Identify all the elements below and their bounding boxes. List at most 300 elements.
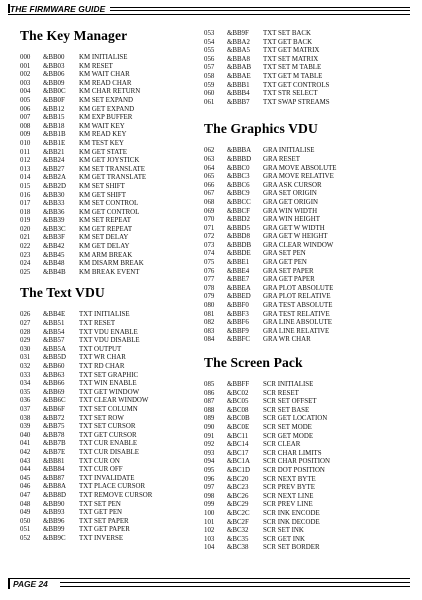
entry-address: &BB00	[43, 54, 65, 61]
table-row	[20, 140, 196, 149]
entry-name: TXT GET WINDOW	[79, 388, 140, 396]
entry-number: 062	[204, 147, 215, 155]
entry-name: TXT GET PAPER	[79, 526, 130, 534]
entry-name: KM SET TRANSLATE	[79, 165, 145, 173]
section-title: The Text VDU	[20, 285, 105, 301]
entry-name: KM GET SHIFT	[79, 191, 126, 199]
footer-rule	[60, 582, 410, 583]
section-key-manager	[20, 28, 196, 277]
entry-address: &BB1B	[43, 131, 66, 139]
entry-number: 073	[204, 241, 215, 249]
entry-number: 012	[20, 157, 31, 165]
entry-name: SCR CHAR LIMITS	[263, 449, 322, 457]
entry-address: &BBC3	[227, 173, 250, 181]
table-row	[204, 199, 404, 208]
entry-address: &BC26	[227, 492, 249, 500]
entry-address: &BC20	[227, 475, 249, 483]
table-row	[204, 424, 404, 433]
entry-number: 039	[20, 423, 31, 431]
entry-number: 046	[20, 483, 31, 491]
entry-address: &BBC6	[227, 181, 250, 189]
entry-number: 022	[20, 243, 31, 251]
entry-number: 009	[20, 131, 31, 139]
entry-number: 003	[20, 79, 31, 87]
table-row	[20, 423, 196, 432]
entry-name: TXT SET GRAPHIC	[79, 371, 139, 379]
table-row	[20, 329, 196, 338]
entry-address: &BB75	[43, 423, 65, 431]
table-row	[204, 450, 404, 459]
entry-name: GRA GET PAPER	[263, 276, 315, 284]
entry-name: GRA INITIALISE	[263, 147, 315, 155]
entry-address: &BB21	[43, 148, 65, 156]
entry-address: &BB39	[43, 217, 65, 225]
table-row	[20, 217, 196, 226]
entry-number: 049	[20, 509, 31, 517]
footer-rule	[8, 578, 410, 579]
entry-address: &BB12	[43, 105, 65, 113]
entry-address: &BB0C	[43, 88, 66, 96]
entry-address: &BC08	[227, 406, 249, 414]
entry-address: &BBD8	[227, 233, 250, 241]
entry-name: TXT GET CURSOR	[79, 431, 137, 439]
entry-number: 044	[20, 466, 31, 474]
entry-name: SCR NEXT LINE	[263, 492, 314, 500]
entry-number: 024	[20, 260, 31, 268]
entry-number: 095	[204, 466, 215, 474]
entry-number: 011	[20, 148, 31, 156]
entry-name: GRA WIN HEIGHT	[263, 216, 320, 224]
entry-name: KM DISARM BREAK	[79, 260, 144, 268]
entry-number: 025	[20, 268, 31, 276]
entry-address: &BBCC	[227, 198, 251, 206]
table-row	[20, 260, 196, 269]
table-row	[20, 174, 196, 183]
guide-title: THE FIRMWARE GUIDE	[10, 4, 106, 14]
table-row	[204, 415, 404, 424]
table-row	[20, 252, 196, 261]
entry-address: &BB9F	[227, 30, 249, 37]
entry-address: &BB7B	[43, 440, 66, 448]
entry-number: 051	[20, 526, 31, 534]
entry-number: 010	[20, 139, 31, 147]
table-row	[20, 526, 196, 535]
entry-address: &BB0F	[43, 96, 65, 104]
entry-number: 071	[204, 224, 215, 232]
entry-name: TXT INITIALISE	[79, 311, 130, 319]
entry-name: GRA GET W HEIGHT	[263, 233, 328, 241]
entry-name: GRA MOVE RELATIVE	[263, 173, 334, 181]
table-row	[204, 56, 404, 65]
table-row	[204, 293, 404, 302]
entry-number: 094	[204, 458, 215, 466]
entry-number: 045	[20, 474, 31, 482]
entry-address: &BB6F	[43, 405, 65, 413]
entry-address: &BC32	[227, 527, 249, 535]
entry-number: 092	[204, 441, 215, 449]
table-row	[20, 363, 196, 372]
entry-name: GRA SET PEN	[263, 250, 306, 258]
table-row	[204, 390, 404, 399]
entry-number: 074	[204, 250, 215, 258]
entry-name: GRA RESET	[263, 155, 300, 163]
table-row	[20, 183, 196, 192]
entry-address: &BB9C	[43, 534, 66, 542]
footer-rule	[60, 586, 410, 587]
entry-number: 016	[20, 191, 31, 199]
table-row	[204, 259, 404, 268]
entry-number: 018	[20, 208, 31, 216]
entry-name: KM SET DELAY	[79, 234, 129, 242]
entry-name: GRA WR CHAR	[263, 336, 311, 344]
entry-list	[204, 30, 404, 107]
entry-address: &BB8A	[43, 483, 66, 491]
section-text-vdu-continued	[204, 30, 404, 107]
table-row	[204, 319, 404, 328]
entry-number: 029	[20, 337, 31, 345]
entry-address: &BBA5	[227, 47, 250, 55]
entry-address: &BB66	[43, 380, 65, 388]
entry-address: &BB57	[43, 337, 65, 345]
entry-address: &BC17	[227, 449, 249, 457]
entry-address: &BB69	[43, 388, 65, 396]
entry-address: &BB1E	[43, 139, 66, 147]
entry-number: 089	[204, 415, 215, 423]
entry-name: TXT GET CONTROLS	[263, 81, 330, 89]
table-row	[20, 311, 196, 320]
entry-name: TXT PLACE CURSOR	[79, 483, 146, 491]
entry-number: 066	[204, 181, 215, 189]
table-row	[20, 535, 196, 544]
entry-list	[20, 54, 196, 277]
table-row	[20, 149, 196, 158]
table-row	[204, 544, 404, 553]
entry-address: &BB30	[43, 191, 65, 199]
entry-address: &BC1D	[227, 466, 250, 474]
entry-number: 065	[204, 173, 215, 181]
entry-list	[20, 311, 196, 543]
entry-address: &BBFC	[227, 336, 250, 344]
entry-address: &BBEA	[227, 284, 251, 292]
entry-number: 083	[204, 327, 215, 335]
entry-name: KM RESET	[79, 62, 113, 70]
table-row	[20, 458, 196, 467]
entry-number: 047	[20, 491, 31, 499]
entry-name: GRA SET ORIGIN	[263, 190, 317, 198]
entry-number: 048	[20, 500, 31, 508]
entry-address: &BC0E	[227, 423, 250, 431]
table-row	[20, 243, 196, 252]
entry-number: 034	[20, 380, 31, 388]
entry-number: 030	[20, 345, 31, 353]
table-row	[204, 285, 404, 294]
entry-address: &BBD5	[227, 224, 250, 232]
table-row	[204, 493, 404, 502]
entry-name: GRA MOVE ABSOLUTE	[263, 164, 337, 172]
entry-address: &BC29	[227, 501, 249, 509]
entry-number: 057	[204, 64, 215, 72]
table-row	[20, 397, 196, 406]
entry-name: KM GET DELAY	[79, 243, 130, 251]
entry-address: &BBB7	[227, 98, 250, 106]
entry-name: TXT GET BACK	[263, 38, 313, 46]
table-row	[204, 433, 404, 442]
table-row	[20, 389, 196, 398]
entry-name: TXT VDU DISABLE	[79, 337, 140, 345]
table-row	[204, 182, 404, 191]
table-row	[204, 250, 404, 259]
entry-number: 100	[204, 509, 215, 517]
entry-name: SCR SET BASE	[263, 406, 310, 414]
entry-number: 015	[20, 182, 31, 190]
section-screen-pack	[204, 355, 404, 553]
entry-name: KM BREAK EVENT	[79, 268, 140, 276]
entry-name: TXT RESET	[79, 320, 116, 328]
entry-number: 008	[20, 122, 31, 130]
entry-number: 021	[20, 234, 31, 242]
table-row	[204, 165, 404, 174]
entry-name: TXT VDU ENABLE	[79, 328, 138, 336]
entry-number: 041	[20, 440, 31, 448]
entry-address: &BB96	[43, 517, 65, 525]
table-row	[204, 510, 404, 519]
table-row	[20, 157, 196, 166]
entry-address: &BBE1	[227, 259, 250, 267]
entry-address: &BBF0	[227, 302, 249, 310]
entry-name: KM GET CONTROL	[79, 208, 140, 216]
table-row	[20, 226, 196, 235]
entry-address: &BB63	[43, 371, 65, 379]
table-row	[204, 147, 404, 156]
entry-name: KM ARM BREAK	[79, 251, 133, 259]
entry-address: &BBAB	[227, 64, 252, 72]
section-graphics-vdu	[204, 121, 404, 345]
header-rule	[110, 7, 410, 8]
entry-address: &BC2C	[227, 509, 250, 517]
entry-address: &BB33	[43, 200, 65, 208]
entry-name: TXT SET COLUMN	[79, 405, 138, 413]
entry-address: &BB24	[43, 157, 65, 165]
entry-name: KM GET TRANSLATE	[79, 174, 147, 182]
entry-number: 060	[204, 90, 215, 98]
entry-number: 017	[20, 200, 31, 208]
entry-address: &BB18	[43, 122, 65, 130]
entry-name: KM GET REPEAT	[79, 225, 133, 233]
table-row	[204, 225, 404, 234]
right-column	[204, 30, 404, 553]
table-row	[20, 518, 196, 527]
entry-number: 098	[204, 492, 215, 500]
entry-address: &BC05	[227, 398, 249, 406]
table-row	[20, 475, 196, 484]
entry-address: &BBFF	[227, 381, 250, 388]
entry-address: &BB78	[43, 431, 65, 439]
entry-list	[204, 381, 404, 553]
header-rule	[110, 10, 410, 11]
entry-number: 104	[204, 544, 215, 552]
entry-number: 088	[204, 406, 215, 414]
entry-name: TXT WIN ENABLE	[79, 380, 137, 388]
table-row	[20, 71, 196, 80]
entry-address: &BBDB	[227, 241, 252, 249]
entry-address: &BB36	[43, 208, 65, 216]
entry-number: 087	[204, 398, 215, 406]
entry-name: TXT CUR OFF	[79, 466, 123, 474]
entry-address: &BB3C	[43, 225, 66, 233]
entry-number: 052	[20, 534, 31, 542]
entry-number: 070	[204, 216, 215, 224]
entry-address: &BB15	[43, 114, 65, 122]
entry-name: KM READ KEY	[79, 131, 127, 139]
entry-name: SCR GET MODE	[263, 432, 314, 440]
entry-address: &BB84	[43, 466, 65, 474]
table-row	[20, 114, 196, 123]
table-row	[204, 519, 404, 528]
entry-address: &BC23	[227, 484, 249, 492]
table-row	[204, 328, 404, 337]
entry-address: &BB87	[43, 474, 65, 482]
table-row	[204, 276, 404, 285]
entry-number: 085	[204, 381, 215, 388]
entry-number: 020	[20, 225, 31, 233]
entry-number: 013	[20, 165, 31, 173]
entry-number: 064	[204, 164, 215, 172]
entry-name: GRA PLOT ABSOLUTE	[263, 284, 334, 292]
entry-address: &BBAE	[227, 72, 251, 80]
entry-name: SCR PREV BYTE	[263, 484, 315, 492]
entry-number: 028	[20, 328, 31, 336]
entry-number: 101	[204, 518, 215, 526]
entry-name: KM WAIT KEY	[79, 122, 125, 130]
entry-name: KM WAIT CHAR	[79, 71, 130, 79]
entry-number: 055	[204, 47, 215, 55]
table-row	[204, 208, 404, 217]
table-row	[20, 509, 196, 518]
entry-number: 090	[204, 423, 215, 431]
entry-address: &BB4E	[43, 311, 66, 319]
table-row	[204, 190, 404, 199]
entry-address: &BBBD	[227, 155, 252, 163]
entry-number: 102	[204, 527, 215, 535]
left-column	[20, 28, 196, 543]
entry-address: &BBDE	[227, 250, 251, 258]
entry-number: 042	[20, 448, 31, 456]
table-row	[20, 106, 196, 115]
table-row	[20, 372, 196, 381]
table-row	[20, 80, 196, 89]
entry-name: GRA GET W WIDTH	[263, 224, 325, 232]
entry-name: TXT OUTPUT	[79, 345, 122, 353]
entry-address: &BBCF	[227, 207, 250, 215]
table-row	[204, 173, 404, 182]
entry-address: &BBE7	[227, 276, 250, 284]
entry-address: &BB09	[43, 79, 65, 87]
entry-address: &BB90	[43, 500, 65, 508]
section-title: The Key Manager	[20, 28, 128, 43]
entry-number: 076	[204, 267, 215, 275]
table-row	[204, 476, 404, 485]
entry-name: TXT WR CHAR	[79, 354, 126, 362]
entry-number: 053	[204, 30, 215, 37]
table-row	[204, 407, 404, 416]
entry-number: 063	[204, 155, 215, 163]
table-row	[20, 440, 196, 449]
entry-address: &BBC0	[227, 164, 250, 172]
entry-name: KM EXP BUFFER	[79, 114, 133, 122]
entry-address: &BB72	[43, 414, 65, 422]
entry-address: &BB6C	[43, 397, 66, 405]
table-row	[20, 354, 196, 363]
entry-address: &BB81	[43, 457, 65, 465]
entry-number: 084	[204, 336, 215, 344]
entry-name: KM TEST KEY	[79, 139, 124, 147]
section-title: The Graphics VDU	[204, 121, 318, 137]
entry-number: 072	[204, 233, 215, 241]
entry-number: 069	[204, 207, 215, 215]
entry-address: &BBD2	[227, 216, 250, 224]
entry-number: 001	[20, 62, 31, 70]
entry-name: GRA SET PAPER	[263, 267, 314, 275]
entry-number: 091	[204, 432, 215, 440]
entry-name: TXT REMOVE CURSOR	[79, 491, 153, 499]
entry-address: &BB06	[43, 71, 65, 79]
entry-address: &BB60	[43, 363, 65, 370]
entry-address: &BB3F	[43, 234, 65, 242]
entry-number: 019	[20, 217, 31, 225]
entry-number: 035	[20, 388, 31, 396]
table-row	[204, 311, 404, 320]
entry-address: &BB48	[43, 260, 65, 268]
entry-address: &BBF6	[227, 319, 249, 327]
table-row	[20, 380, 196, 389]
entry-address: &BBF3	[227, 310, 249, 318]
table-row	[204, 467, 404, 476]
entry-address: &BB99	[43, 526, 65, 534]
entry-number: 054	[204, 38, 215, 46]
table-row	[204, 156, 404, 165]
entry-name: KM GET JOYSTICK	[79, 157, 140, 165]
entry-address: &BB5D	[43, 354, 66, 362]
table-row	[204, 536, 404, 545]
entry-name: SCR SET INK	[263, 527, 304, 535]
table-row	[204, 501, 404, 510]
entry-name: TXT SET BACK	[263, 30, 311, 37]
table-row	[204, 233, 404, 242]
table-row	[20, 483, 196, 492]
entry-address: &BBA8	[227, 55, 250, 63]
table-row	[20, 200, 196, 209]
entry-name: TXT SET MATRIX	[263, 55, 319, 63]
entry-name: KM SET SHIFT	[79, 182, 125, 190]
entry-number: 096	[204, 475, 215, 483]
entry-name: KM INITIALISE	[79, 54, 128, 61]
entry-name: TXT SET PEN	[79, 500, 121, 508]
entry-name: KM SET EXPAND	[79, 96, 133, 104]
table-row	[20, 406, 196, 415]
entry-name: TXT SET PAPER	[79, 517, 129, 525]
entry-number: 037	[20, 405, 31, 413]
table-row	[204, 30, 404, 39]
entry-name: TXT CUR DISABLE	[79, 448, 139, 456]
entry-name: TXT CLEAR WINDOW	[79, 397, 149, 405]
entry-name: KM CHAR RETURN	[79, 88, 141, 96]
entry-number: 075	[204, 259, 215, 267]
table-row	[20, 432, 196, 441]
entry-number: 103	[204, 535, 215, 543]
entry-address: &BC38	[227, 544, 249, 552]
entry-number: 099	[204, 501, 215, 509]
entry-number: 000	[20, 54, 31, 61]
